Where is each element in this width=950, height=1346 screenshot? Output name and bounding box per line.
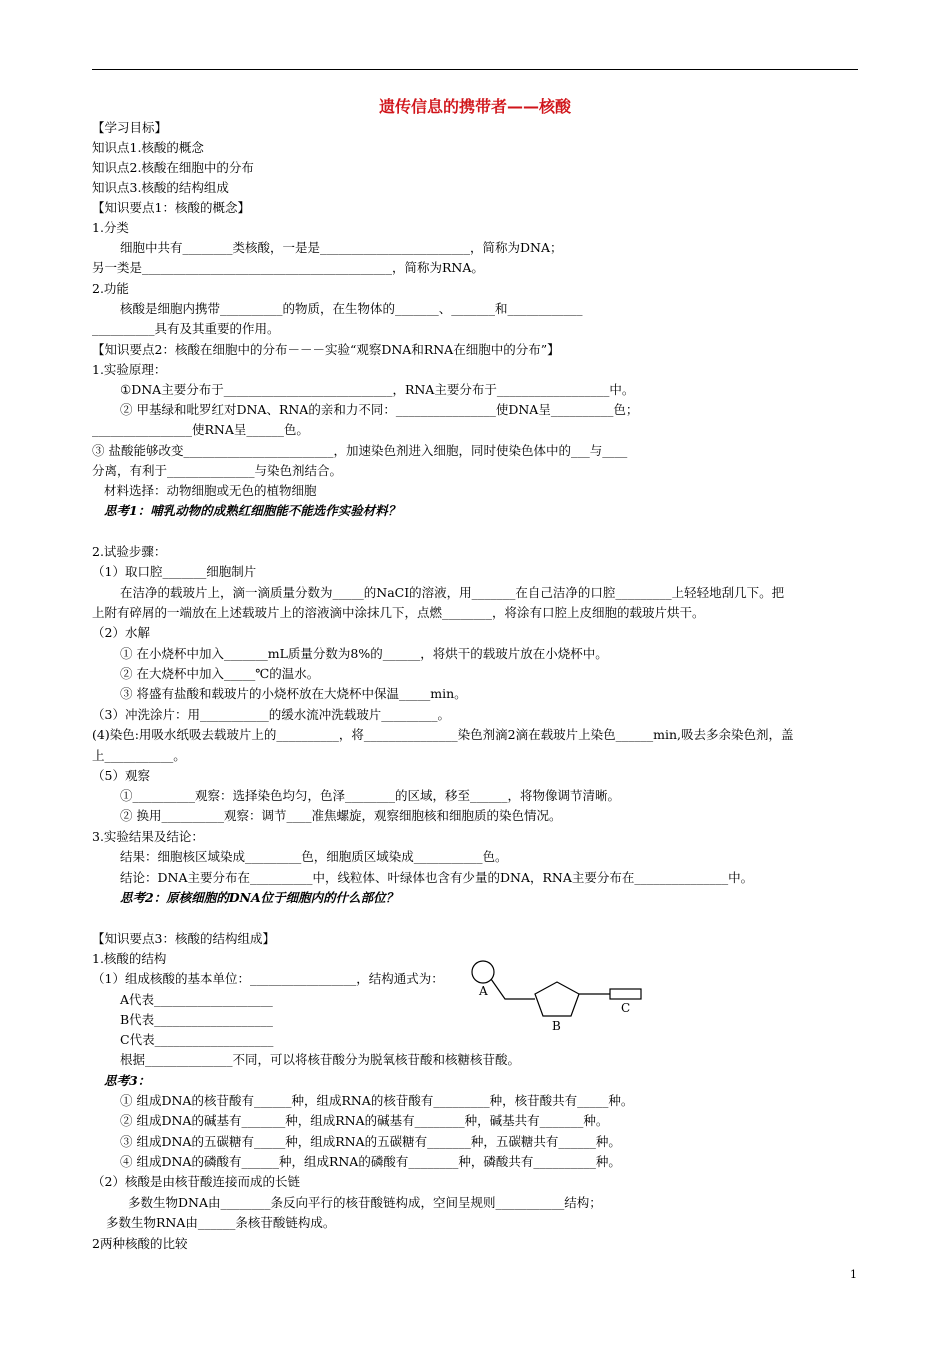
section-heading: 【知识要点3：核酸的结构组成】	[92, 931, 275, 946]
section-heading: 【知识要点1：核酸的概念】	[92, 200, 250, 215]
text-line: ①__________观察：选择染色均匀，色泽________的区域，移至______，将物像调节清晰。	[120, 788, 621, 803]
text-line: 根据______________不同，可以将核苷酸分为脱氧核苷酸和核糖核苷酸。	[120, 1052, 521, 1067]
text-line: （1）取口腔_______细胞制片	[92, 564, 257, 579]
base-rect	[610, 989, 641, 999]
text-line: 知识点1.核酸的概念	[92, 140, 204, 155]
text-line: 核酸是细胞内携带__________的物质，在生物体的_______、_______和____________	[120, 301, 583, 316]
text-line: 1.核酸的结构	[92, 951, 167, 966]
text-line: ③ 组成DNA的五碳糖有_____种，组成RNA的五碳糖有_______种，五碳糖共有______种。	[120, 1134, 621, 1149]
text-line: ② 在大烧杯中加入_____℃的温水。	[120, 666, 320, 681]
text-line: 结果：细胞核区域染成_________色，细胞质区域染成___________色。	[120, 849, 508, 864]
text-line: __________具有及其重要的作用。	[92, 321, 280, 336]
text-line: 3.实验结果及结论：	[92, 829, 204, 844]
text-line: ② 换用__________观察：调节____准焦螺旋，观察细胞核和细胞质的染色情况。	[120, 808, 562, 823]
think-question: 思考2：原核细胞的DNA位于细胞内的什么部位？	[120, 890, 399, 905]
text-line: ③ 盐酸能够改变________________________，加速染色剂进入细胞，同时使染色体中的___与____	[92, 443, 628, 458]
think-question: 思考1：哺乳动物的成熟红细胞能不能选作实验材料？	[104, 503, 401, 518]
text-line: 结论：DNA主要分布在__________中，线粒体、叶绿体也含有少量的DNA，RNA主要分布在_______________中。	[120, 870, 754, 885]
text-line: ② 组成DNA的碱基有_______种，组成RNA的碱基有________种，碱基共有_______种。	[120, 1113, 609, 1128]
think-question: 思考3：	[104, 1073, 151, 1088]
nucleotide-structure-diagram	[465, 958, 655, 1038]
text-line: ①DNA主要分布于___________________________，RNA主要分布于__________________中。	[120, 382, 635, 397]
section-heading: 【学习目标】	[92, 120, 168, 135]
text-line: ④ 组成DNA的磷酸有______种，组成RNA的磷酸有________种，磷酸共有__________种。	[120, 1154, 621, 1169]
pentose-ring	[535, 982, 579, 1016]
text-line: ③ 将盛有盐酸和载玻片的小烧杯放在大烧杯中保温_____min。	[120, 686, 467, 701]
text-line: 多数生物RNA由______条核苷酸链构成。	[106, 1215, 336, 1230]
text-line: ① 组成DNA的核苷酸有______种，组成RNA的核苷酸有_________种，核苷酸共有_____种。	[120, 1093, 634, 1108]
text-line: 分离，有利于______________与染色剂结合。	[92, 463, 343, 478]
text-line: C代表___________________	[120, 1032, 274, 1047]
text-line: ② 甲基绿和吡罗红对DNA、RNA的亲和力不同：________________使DNA呈__________色；	[120, 402, 639, 417]
text-line: （1）组成核酸的基本单位：_________________，结构通式为：	[92, 971, 444, 986]
text-line: 上附有碎屑的一端放在上述载玻片上的溶液滴中涂抹几下，点燃________，将涂有口腔上皮细胞的载玻片烘干。	[92, 605, 705, 620]
page-title: 遗传信息的携带者——核酸	[378, 97, 571, 116]
text-line: ________________使RNA呈______色。	[92, 422, 309, 437]
text-line: 上___________。	[92, 748, 186, 763]
text-line: （5）观察	[92, 768, 150, 783]
text-line: A代表___________________	[120, 992, 273, 1007]
label-c: C	[621, 1001, 631, 1015]
text-line: （2）水解	[92, 625, 150, 640]
phosphate-bond	[491, 979, 535, 999]
text-line: ① 在小烧杯中加入_______mL质量分数为8%的______，将烘干的载玻片放在小烧杯中。	[120, 646, 608, 661]
phosphate-circle	[472, 961, 494, 983]
text-line: 另一类是________________________________________，简称为RNA。	[92, 260, 484, 275]
text-line: 知识点3.核酸的结构组成	[92, 180, 229, 195]
header-rule	[92, 69, 858, 70]
page-number: 1	[850, 1268, 857, 1281]
text-line: B代表___________________	[120, 1012, 273, 1027]
text-line: 多数生物DNA由________条反向平行的核苷酸链构成，空间呈规则___________结构；	[128, 1195, 602, 1210]
text-line: 1.实验原理：	[92, 362, 167, 377]
text-line: 知识点2.核酸在细胞中的分布	[92, 160, 254, 175]
label-b: B	[552, 1019, 561, 1033]
text-line: 2.功能	[92, 281, 129, 296]
label-a: A	[479, 984, 488, 998]
section-heading: 【知识要点2：核酸在细胞中的分布－－－实验“观察DNA和RNA在细胞中的分布”】	[92, 342, 560, 357]
text-line: 1.分类	[92, 220, 129, 235]
text-line: 在洁净的载玻片上，滴一滴质量分数为_____的NaCI的溶液，用_______在自己洁净的口腔_________上轻轻地刮几下。把	[120, 585, 785, 600]
text-line: （2）核酸是由核苷酸连接而成的长链	[92, 1174, 300, 1189]
text-line: (4)染色:用吸水纸吸去载玻片上的__________，将_______________染色剂滴2滴在载玻片上染色______min,吸去多余染色剂，盖	[92, 727, 794, 742]
text-line: 2两种核酸的比较	[92, 1236, 188, 1251]
text-line: （3）冲洗涂片：用___________的缓水流冲洗载玻片_________。	[92, 707, 450, 722]
text-line: 材料选择：动物细胞或无色的植物细胞	[104, 483, 317, 498]
text-line: 2.试验步骤：	[92, 544, 167, 559]
text-line: 细胞中共有________类核酸，一是是________________________，简称为DNA；	[120, 240, 563, 255]
